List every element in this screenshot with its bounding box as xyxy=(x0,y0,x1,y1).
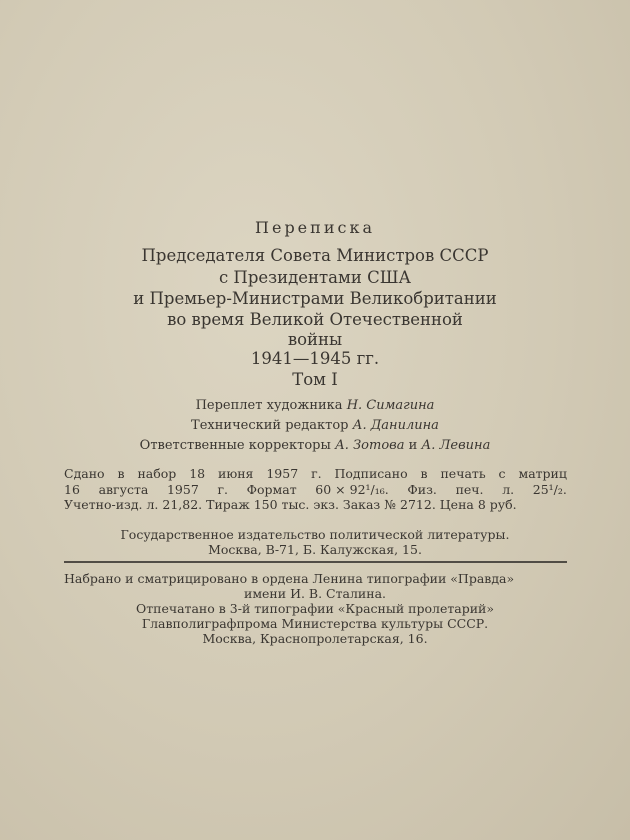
years: 1941—1945 гг. xyxy=(250,349,380,368)
imprint-word: в xyxy=(420,466,428,481)
binding-label: Переплет художника xyxy=(195,398,343,413)
proof-name-1: А. Зотова xyxy=(334,438,405,453)
imprint-word: г. xyxy=(217,481,228,497)
book-title: Переписка xyxy=(255,218,375,237)
imprint-word: Формат xyxy=(246,481,297,497)
imprint-word: печ. xyxy=(455,481,484,497)
imprint-word: 16 xyxy=(64,481,80,497)
printer-line-3: Отпечатано в 3-й типографии «Красный пролетарий» xyxy=(135,601,495,616)
imprint-word: матриц xyxy=(518,466,567,481)
imprint-word: Физ. xyxy=(407,481,437,497)
imprint-block xyxy=(64,466,567,513)
imprint-word: июня xyxy=(218,466,254,481)
printer-line-5: Москва, Краснопролетарская, 16. xyxy=(202,631,428,646)
imprint-line-3-text: Учетно-изд. л. 21,82. Тираж 150 тыс. экз. Заказ № 2712. Цена 8 руб. xyxy=(64,497,517,512)
imprint-word: Подписано xyxy=(334,466,408,481)
tech-name: А. Данилина xyxy=(352,418,439,433)
credit-binding xyxy=(0,398,630,413)
imprint-word: г. xyxy=(311,466,322,481)
imprint-word: 25¹/₂. xyxy=(532,481,567,497)
imprint-word: с xyxy=(498,466,506,481)
proof-name-2: А. Левина xyxy=(421,438,491,453)
imprint-word: 18 xyxy=(189,466,206,481)
heading-line-5: войны xyxy=(287,330,343,349)
publisher-line-2: Москва, В-71, Б. Калужская, 15. xyxy=(208,542,422,557)
publisher-line-1: Государственное издательство политической литературы. xyxy=(120,527,510,542)
imprint-word: печать xyxy=(440,466,486,481)
imprint-word: 1957 xyxy=(166,481,199,497)
credit-tech-editor xyxy=(0,418,630,433)
imprint-line-3 xyxy=(64,497,567,513)
imprint-line-2 xyxy=(64,482,567,498)
volume: Том I xyxy=(292,370,338,389)
imprint-word: л. xyxy=(502,481,515,497)
proof-label: Ответственные корректоры xyxy=(139,438,331,453)
printer-line-4: Главполиграфпрома Министерства культуры СССР. xyxy=(141,616,489,631)
heading-line-4: во время Великой Отечественной xyxy=(167,310,463,329)
heading-line-3: и Премьер-Министрами Великобритании xyxy=(133,289,497,308)
heading-line-2: с Президентами США xyxy=(218,268,412,287)
heading-line-1: Председателя Совета Министров СССР xyxy=(141,246,489,265)
imprint-word: 60 × 92¹/₁₆. xyxy=(315,481,389,497)
imprint-line-1 xyxy=(64,466,567,482)
imprint-word: августа xyxy=(98,481,149,497)
printer-line-2: имени И. В. Сталина. xyxy=(243,586,387,601)
tech-label: Технический редактор xyxy=(191,418,349,433)
divider-rule xyxy=(64,561,567,563)
binding-name: Н. Симагина xyxy=(346,398,435,413)
imprint-word: в xyxy=(117,466,125,481)
imprint-word: Сдано xyxy=(64,466,105,481)
credit-proofreaders xyxy=(0,438,630,453)
proof-and: и xyxy=(408,438,418,453)
printer-line-1: Набрано и сматрицировано в ордена Ленина типографии «Правда» xyxy=(64,571,515,586)
imprint-word: набор xyxy=(137,466,177,481)
imprint-word: 1957 xyxy=(266,466,299,481)
